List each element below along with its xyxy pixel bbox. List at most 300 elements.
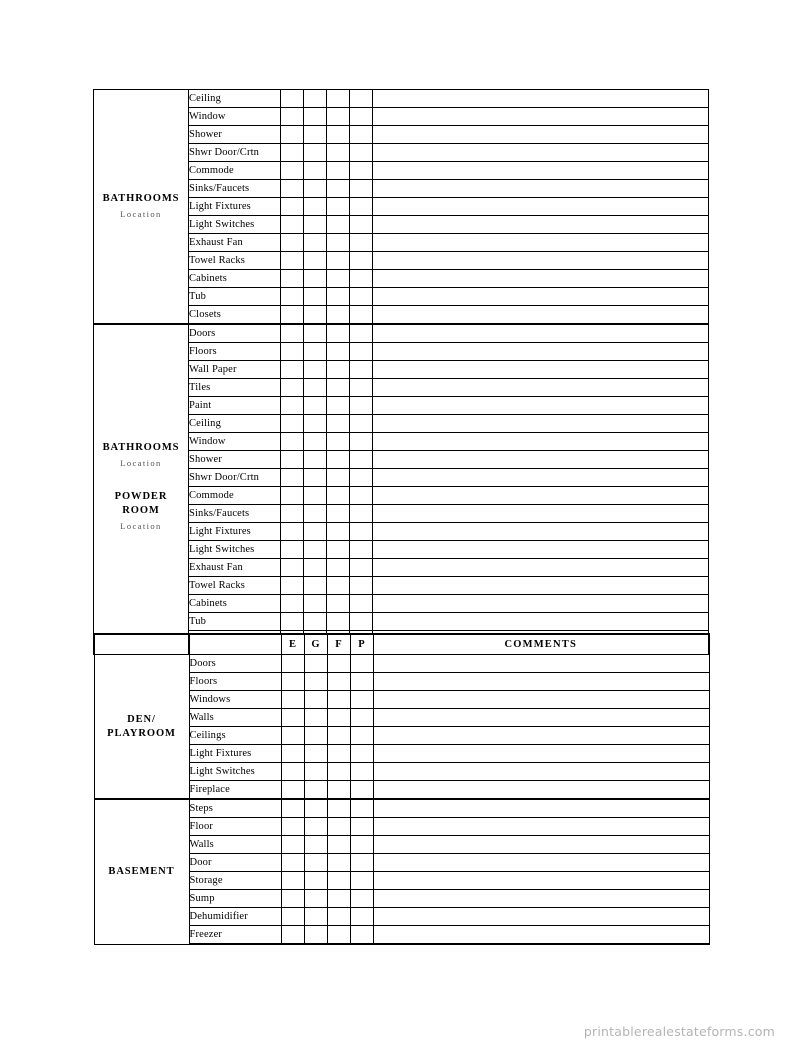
comments-input-cell[interactable] xyxy=(373,577,709,595)
rating-checkbox-cell[interactable] xyxy=(281,523,304,541)
rating-checkbox-cell[interactable] xyxy=(327,415,350,433)
checklist-item-cell: Walls xyxy=(189,709,281,727)
rating-checkbox-cell[interactable] xyxy=(350,216,373,234)
rating-checkbox-cell[interactable] xyxy=(304,469,327,487)
rating-checkbox-cell[interactable] xyxy=(304,361,327,379)
rating-checkbox-cell[interactable] xyxy=(304,180,327,198)
comments-input-cell[interactable] xyxy=(373,673,709,691)
comments-input-cell[interactable] xyxy=(373,270,709,288)
section-location-label: Location xyxy=(120,520,162,531)
rating-checkbox-cell[interactable] xyxy=(304,908,327,926)
rating-checkbox-cell[interactable] xyxy=(281,763,304,781)
comments-input-cell[interactable] xyxy=(373,836,709,854)
checklist-item-cell: Door xyxy=(189,854,281,872)
rating-checkbox-cell[interactable] xyxy=(327,126,350,144)
comments-input-cell[interactable] xyxy=(373,818,709,836)
label-spacer xyxy=(94,480,188,490)
rating-checkbox-cell[interactable] xyxy=(350,487,373,505)
comments-input-cell[interactable] xyxy=(373,126,709,144)
comments-input-cell[interactable] xyxy=(373,324,709,343)
rating-checkbox-cell[interactable] xyxy=(327,505,350,523)
rating-checkbox-cell[interactable] xyxy=(281,745,304,763)
rating-checkbox-cell[interactable] xyxy=(304,234,327,252)
rating-checkbox-cell[interactable] xyxy=(281,108,304,126)
checklist-item-cell: Dehumidifier xyxy=(189,908,281,926)
rating-checkbox-cell[interactable] xyxy=(327,577,350,595)
rating-checkbox-cell[interactable] xyxy=(350,343,373,361)
rating-checkbox-cell[interactable] xyxy=(327,252,350,270)
rating-checkbox-cell[interactable] xyxy=(281,361,304,379)
rating-checkbox-cell[interactable] xyxy=(350,469,373,487)
rating-checkbox-cell[interactable] xyxy=(281,288,304,306)
rating-checkbox-cell[interactable] xyxy=(350,451,373,469)
checklist-item-cell: Window xyxy=(189,108,281,126)
rating-checkbox-cell[interactable] xyxy=(281,926,304,945)
checklist-item-cell: Doors xyxy=(189,324,281,343)
rating-checkbox-cell[interactable] xyxy=(304,655,327,673)
rating-checkbox-cell[interactable] xyxy=(327,763,350,781)
comments-input-cell[interactable] xyxy=(373,144,709,162)
checklist-item-cell: Tiles xyxy=(189,379,281,397)
comments-input-cell[interactable] xyxy=(373,415,709,433)
comments-input-cell[interactable] xyxy=(373,487,709,505)
rating-checkbox-cell[interactable] xyxy=(281,595,304,613)
rating-checkbox-cell[interactable] xyxy=(304,727,327,745)
checklist-item-cell: Steps xyxy=(189,799,281,818)
rating-checkbox-cell[interactable] xyxy=(350,234,373,252)
comments-input-cell[interactable] xyxy=(373,595,709,613)
rating-checkbox-cell[interactable] xyxy=(350,198,373,216)
rating-checkbox-cell[interactable] xyxy=(281,324,304,343)
comments-input-cell[interactable] xyxy=(373,252,709,270)
checklist-item-cell: Wall Paper xyxy=(189,361,281,379)
comments-input-cell[interactable] xyxy=(373,763,709,781)
rating-checkbox-cell[interactable] xyxy=(304,343,327,361)
rating-checkbox-cell[interactable] xyxy=(304,451,327,469)
rating-checkbox-cell[interactable] xyxy=(350,126,373,144)
rating-checkbox-cell[interactable] xyxy=(327,781,350,800)
rating-checkbox-cell[interactable] xyxy=(304,379,327,397)
rating-checkbox-cell[interactable] xyxy=(304,577,327,595)
rating-checkbox-cell[interactable] xyxy=(327,890,350,908)
rating-checkbox-cell[interactable] xyxy=(281,306,304,325)
rating-checkbox-cell[interactable] xyxy=(327,379,350,397)
section-label-cell xyxy=(94,90,189,325)
rating-checkbox-cell[interactable] xyxy=(350,505,373,523)
rating-checkbox-cell[interactable] xyxy=(281,781,304,800)
comments-input-cell[interactable] xyxy=(373,361,709,379)
rating-checkbox-cell[interactable] xyxy=(350,763,373,781)
rating-checkbox-cell[interactable] xyxy=(350,799,373,818)
rating-checkbox-cell[interactable] xyxy=(304,487,327,505)
comments-input-cell[interactable] xyxy=(373,908,709,926)
rating-checkbox-cell[interactable] xyxy=(281,252,304,270)
rating-checkbox-cell[interactable] xyxy=(327,655,350,673)
checklist-item-cell: Doors xyxy=(189,655,281,673)
rating-checkbox-cell[interactable] xyxy=(350,108,373,126)
rating-checkbox-cell[interactable] xyxy=(304,781,327,800)
checklist-item-cell: Sinks/Faucets xyxy=(189,180,281,198)
checklist-item-cell: Ceiling xyxy=(189,90,281,108)
rating-checkbox-cell[interactable] xyxy=(281,541,304,559)
checklist-item-cell: Towel Racks xyxy=(189,252,281,270)
rating-checkbox-cell[interactable] xyxy=(281,234,304,252)
table-row xyxy=(94,799,709,818)
comments-input-cell[interactable] xyxy=(373,655,709,673)
checklist-item-cell: Window xyxy=(189,433,281,451)
rating-checkbox-cell[interactable] xyxy=(327,306,350,325)
rating-checkbox-cell[interactable] xyxy=(304,162,327,180)
checklist-item-cell: Sinks/Faucets xyxy=(189,505,281,523)
rating-checkbox-cell[interactable] xyxy=(281,818,304,836)
rating-checkbox-cell[interactable] xyxy=(304,559,327,577)
rating-checkbox-cell[interactable] xyxy=(304,144,327,162)
rating-checkbox-cell[interactable] xyxy=(281,180,304,198)
rating-checkbox-cell[interactable] xyxy=(350,727,373,745)
checklist-item-cell: Exhaust Fan xyxy=(189,234,281,252)
rating-checkbox-cell[interactable] xyxy=(281,799,304,818)
rating-checkbox-cell[interactable] xyxy=(350,144,373,162)
header-blank-item xyxy=(189,634,281,655)
checklist-item-cell: Freezer xyxy=(189,926,281,945)
bathrooms-checklist-table xyxy=(93,89,709,650)
rating-checkbox-cell[interactable] xyxy=(281,727,304,745)
rating-checkbox-cell[interactable] xyxy=(281,451,304,469)
rating-checkbox-cell[interactable] xyxy=(350,836,373,854)
checklist-item-cell: Storage xyxy=(189,872,281,890)
rating-checkbox-cell[interactable] xyxy=(350,397,373,415)
checklist-item-cell: Walls xyxy=(189,836,281,854)
rating-checkbox-cell[interactable] xyxy=(304,926,327,945)
comments-input-cell[interactable] xyxy=(373,709,709,727)
rating-checkbox-cell[interactable] xyxy=(327,872,350,890)
rating-checkbox-cell[interactable] xyxy=(281,90,304,108)
den-basement-checklist-table xyxy=(93,633,710,945)
rating-checkbox-cell[interactable] xyxy=(304,818,327,836)
rating-checkbox-cell[interactable] xyxy=(327,433,350,451)
rating-checkbox-cell[interactable] xyxy=(304,763,327,781)
rating-checkbox-cell[interactable] xyxy=(281,469,304,487)
rating-checkbox-cell[interactable] xyxy=(350,433,373,451)
rating-checkbox-cell[interactable] xyxy=(350,523,373,541)
comments-input-cell[interactable] xyxy=(373,926,709,945)
footer-watermark: printablerealestateforms.com xyxy=(583,1024,775,1039)
rating-checkbox-cell[interactable] xyxy=(281,655,304,673)
rating-checkbox-cell[interactable] xyxy=(327,691,350,709)
rating-checkbox-cell[interactable] xyxy=(281,343,304,361)
rating-checkbox-cell[interactable] xyxy=(327,180,350,198)
header-comments: COMMENTS xyxy=(373,634,709,655)
rating-checkbox-cell[interactable] xyxy=(327,818,350,836)
checklist-item-cell: Ceiling xyxy=(189,415,281,433)
rating-checkbox-cell[interactable] xyxy=(327,836,350,854)
rating-checkbox-cell[interactable] xyxy=(350,180,373,198)
comments-input-cell[interactable] xyxy=(373,469,709,487)
rating-checkbox-cell[interactable] xyxy=(350,781,373,800)
rating-checkbox-cell[interactable] xyxy=(304,415,327,433)
rating-checkbox-cell[interactable] xyxy=(327,343,350,361)
checklist-item-cell: Light Switches xyxy=(189,763,281,781)
rating-checkbox-cell[interactable] xyxy=(327,541,350,559)
rating-checkbox-cell[interactable] xyxy=(327,270,350,288)
comments-input-cell[interactable] xyxy=(373,433,709,451)
section-label-cell xyxy=(94,655,189,800)
rating-checkbox-cell[interactable] xyxy=(350,361,373,379)
checklist-item-cell: Shower xyxy=(189,451,281,469)
checklist-item-cell: Light Fixtures xyxy=(189,198,281,216)
rating-checkbox-cell[interactable] xyxy=(304,541,327,559)
checklist-item-cell: Light Switches xyxy=(189,216,281,234)
rating-checkbox-cell[interactable] xyxy=(350,613,373,631)
comments-input-cell[interactable] xyxy=(373,523,709,541)
rating-checkbox-cell[interactable] xyxy=(281,673,304,691)
checklist-item-cell: Fireplace xyxy=(189,781,281,800)
rating-checkbox-cell[interactable] xyxy=(327,108,350,126)
rating-checkbox-cell[interactable] xyxy=(304,288,327,306)
rating-checkbox-cell[interactable] xyxy=(281,836,304,854)
rating-checkbox-cell[interactable] xyxy=(350,252,373,270)
rating-checkbox-cell[interactable] xyxy=(327,198,350,216)
section-label: BASEMENT xyxy=(108,865,175,877)
rating-checkbox-cell[interactable] xyxy=(304,433,327,451)
rating-checkbox-cell[interactable] xyxy=(327,234,350,252)
rating-checkbox-cell[interactable] xyxy=(350,890,373,908)
header-blank-label xyxy=(94,634,189,655)
rating-checkbox-cell[interactable] xyxy=(304,270,327,288)
rating-checkbox-cell[interactable] xyxy=(350,709,373,727)
rating-checkbox-cell[interactable] xyxy=(327,361,350,379)
comments-input-cell[interactable] xyxy=(373,890,709,908)
comments-input-cell[interactable] xyxy=(373,505,709,523)
rating-checkbox-cell[interactable] xyxy=(327,595,350,613)
rating-checkbox-cell[interactable] xyxy=(304,595,327,613)
rating-checkbox-cell[interactable] xyxy=(327,288,350,306)
rating-checkbox-cell[interactable] xyxy=(327,559,350,577)
comments-input-cell[interactable] xyxy=(373,745,709,763)
rating-checkbox-cell[interactable] xyxy=(304,252,327,270)
comments-input-cell[interactable] xyxy=(373,799,709,818)
table-row xyxy=(94,655,709,673)
checklist-item-cell: Shwr Door/Crtn xyxy=(189,144,281,162)
rating-checkbox-cell[interactable] xyxy=(327,745,350,763)
rating-checkbox-cell[interactable] xyxy=(350,559,373,577)
rating-checkbox-cell[interactable] xyxy=(281,162,304,180)
comments-input-cell[interactable] xyxy=(373,198,709,216)
checklist-item-cell: Light Switches xyxy=(189,541,281,559)
rating-checkbox-cell[interactable] xyxy=(281,415,304,433)
checklist-item-cell: Tub xyxy=(189,613,281,631)
comments-input-cell[interactable] xyxy=(373,397,709,415)
rating-checkbox-cell[interactable] xyxy=(281,216,304,234)
rating-checkbox-cell[interactable] xyxy=(281,872,304,890)
rating-checkbox-cell[interactable] xyxy=(327,144,350,162)
rating-checkbox-cell[interactable] xyxy=(350,270,373,288)
rating-checkbox-cell[interactable] xyxy=(350,541,373,559)
section-label-cell xyxy=(94,799,189,944)
comments-input-cell[interactable] xyxy=(373,727,709,745)
rating-checkbox-cell[interactable] xyxy=(327,90,350,108)
rating-checkbox-cell[interactable] xyxy=(350,854,373,872)
rating-checkbox-cell[interactable] xyxy=(350,324,373,343)
comments-input-cell[interactable] xyxy=(373,854,709,872)
rating-checkbox-cell[interactable] xyxy=(281,890,304,908)
comments-input-cell[interactable] xyxy=(373,343,709,361)
rating-checkbox-cell[interactable] xyxy=(327,673,350,691)
rating-checkbox-cell[interactable] xyxy=(350,90,373,108)
rating-checkbox-cell[interactable] xyxy=(350,926,373,945)
section-label-secondary: ROOM xyxy=(122,504,160,516)
comments-input-cell[interactable] xyxy=(373,872,709,890)
rating-checkbox-cell[interactable] xyxy=(304,397,327,415)
rating-checkbox-cell[interactable] xyxy=(304,505,327,523)
rating-checkbox-cell[interactable] xyxy=(327,324,350,343)
rating-checkbox-cell[interactable] xyxy=(327,451,350,469)
comments-input-cell[interactable] xyxy=(373,306,709,325)
checklist-item-cell: Cabinets xyxy=(189,270,281,288)
rating-checkbox-cell[interactable] xyxy=(281,505,304,523)
rating-checkbox-cell[interactable] xyxy=(304,691,327,709)
section-location-label: Location xyxy=(120,209,162,219)
table-header-row xyxy=(94,634,709,655)
section-label: DEN/ xyxy=(127,713,156,725)
section-label-cell xyxy=(94,324,189,649)
comments-input-cell[interactable] xyxy=(373,162,709,180)
checklist-item-cell: Ceilings xyxy=(189,727,281,745)
checklist-item-cell: Floors xyxy=(189,673,281,691)
rating-checkbox-cell[interactable] xyxy=(350,415,373,433)
rating-checkbox-cell[interactable] xyxy=(281,126,304,144)
rating-checkbox-cell[interactable] xyxy=(304,523,327,541)
rating-checkbox-cell[interactable] xyxy=(281,144,304,162)
rating-checkbox-cell[interactable] xyxy=(304,745,327,763)
rating-checkbox-cell[interactable] xyxy=(350,872,373,890)
rating-checkbox-cell[interactable] xyxy=(304,872,327,890)
comments-input-cell[interactable] xyxy=(373,379,709,397)
checklist-item-cell: Cabinets xyxy=(189,595,281,613)
header-rating-e: E xyxy=(281,634,304,655)
comments-input-cell[interactable] xyxy=(373,451,709,469)
rating-checkbox-cell[interactable] xyxy=(350,673,373,691)
rating-checkbox-cell[interactable] xyxy=(327,487,350,505)
section-label: PLAYROOM xyxy=(107,727,176,739)
comments-input-cell[interactable] xyxy=(373,180,709,198)
rating-checkbox-cell[interactable] xyxy=(304,613,327,631)
rating-checkbox-cell[interactable] xyxy=(304,709,327,727)
rating-checkbox-cell[interactable] xyxy=(350,577,373,595)
comments-input-cell[interactable] xyxy=(373,559,709,577)
rating-checkbox-cell[interactable] xyxy=(281,709,304,727)
rating-checkbox-cell[interactable] xyxy=(350,306,373,325)
rating-checkbox-cell[interactable] xyxy=(281,270,304,288)
rating-checkbox-cell[interactable] xyxy=(327,908,350,926)
rating-checkbox-cell[interactable] xyxy=(304,836,327,854)
checklist-item-cell: Sump xyxy=(189,890,281,908)
rating-checkbox-cell[interactable] xyxy=(281,854,304,872)
rating-checkbox-cell[interactable] xyxy=(281,487,304,505)
rating-checkbox-cell[interactable] xyxy=(327,162,350,180)
rating-checkbox-cell[interactable] xyxy=(350,818,373,836)
comments-input-cell[interactable] xyxy=(373,108,709,126)
rating-checkbox-cell[interactable] xyxy=(350,745,373,763)
rating-checkbox-cell[interactable] xyxy=(304,799,327,818)
rating-checkbox-cell[interactable] xyxy=(350,691,373,709)
rating-checkbox-cell[interactable] xyxy=(304,673,327,691)
rating-checkbox-cell[interactable] xyxy=(327,397,350,415)
rating-checkbox-cell[interactable] xyxy=(281,577,304,595)
header-rating-g: G xyxy=(304,634,327,655)
comments-input-cell[interactable] xyxy=(373,90,709,108)
comments-input-cell[interactable] xyxy=(373,288,709,306)
rating-checkbox-cell[interactable] xyxy=(281,559,304,577)
rating-checkbox-cell[interactable] xyxy=(327,709,350,727)
rating-checkbox-cell[interactable] xyxy=(327,613,350,631)
rating-checkbox-cell[interactable] xyxy=(304,890,327,908)
header-rating-p: P xyxy=(350,634,373,655)
rating-checkbox-cell[interactable] xyxy=(304,216,327,234)
comments-input-cell[interactable] xyxy=(373,781,709,800)
label-spacer xyxy=(94,470,188,480)
comments-input-cell[interactable] xyxy=(373,613,709,631)
rating-checkbox-cell[interactable] xyxy=(350,379,373,397)
checklist-item-cell: Commode xyxy=(189,162,281,180)
comments-input-cell[interactable] xyxy=(373,541,709,559)
section-label-secondary: POWDER xyxy=(114,490,168,502)
rating-checkbox-cell[interactable] xyxy=(304,324,327,343)
table-row xyxy=(94,324,709,343)
rating-checkbox-cell[interactable] xyxy=(281,433,304,451)
rating-checkbox-cell[interactable] xyxy=(304,90,327,108)
rating-checkbox-cell[interactable] xyxy=(304,306,327,325)
checklist-item-cell: Commode xyxy=(189,487,281,505)
rating-checkbox-cell[interactable] xyxy=(327,523,350,541)
rating-checkbox-cell[interactable] xyxy=(350,655,373,673)
rating-checkbox-cell[interactable] xyxy=(327,926,350,945)
section-label: BATHROOMS xyxy=(102,193,180,204)
rating-checkbox-cell[interactable] xyxy=(327,216,350,234)
rating-checkbox-cell[interactable] xyxy=(304,198,327,216)
rating-checkbox-cell[interactable] xyxy=(281,379,304,397)
rating-checkbox-cell[interactable] xyxy=(350,908,373,926)
rating-checkbox-cell[interactable] xyxy=(350,162,373,180)
header-rating-f: F xyxy=(327,634,350,655)
rating-checkbox-cell[interactable] xyxy=(281,198,304,216)
rating-checkbox-cell[interactable] xyxy=(327,727,350,745)
checklist-item-cell: Paint xyxy=(189,397,281,415)
rating-checkbox-cell[interactable] xyxy=(350,595,373,613)
comments-input-cell[interactable] xyxy=(373,234,709,252)
checklist-item-cell: Closets xyxy=(189,306,281,325)
rating-checkbox-cell[interactable] xyxy=(304,126,327,144)
checklist-item-cell: Shwr Door/Crtn xyxy=(189,469,281,487)
rating-checkbox-cell[interactable] xyxy=(304,854,327,872)
comments-input-cell[interactable] xyxy=(373,216,709,234)
rating-checkbox-cell[interactable] xyxy=(281,397,304,415)
checklist-item-cell: Tub xyxy=(189,288,281,306)
rating-checkbox-cell[interactable] xyxy=(327,854,350,872)
checklist-item-cell: Shower xyxy=(189,126,281,144)
rating-checkbox-cell[interactable] xyxy=(327,799,350,818)
checklist-item-cell: Towel Racks xyxy=(189,577,281,595)
checklist-item-cell: Floor xyxy=(189,818,281,836)
rating-checkbox-cell[interactable] xyxy=(281,908,304,926)
rating-checkbox-cell[interactable] xyxy=(304,108,327,126)
checklist-item-cell: Windows xyxy=(189,691,281,709)
rating-checkbox-cell[interactable] xyxy=(281,691,304,709)
rating-checkbox-cell[interactable] xyxy=(281,613,304,631)
comments-input-cell[interactable] xyxy=(373,691,709,709)
rating-checkbox-cell[interactable] xyxy=(327,469,350,487)
rating-checkbox-cell[interactable] xyxy=(350,288,373,306)
